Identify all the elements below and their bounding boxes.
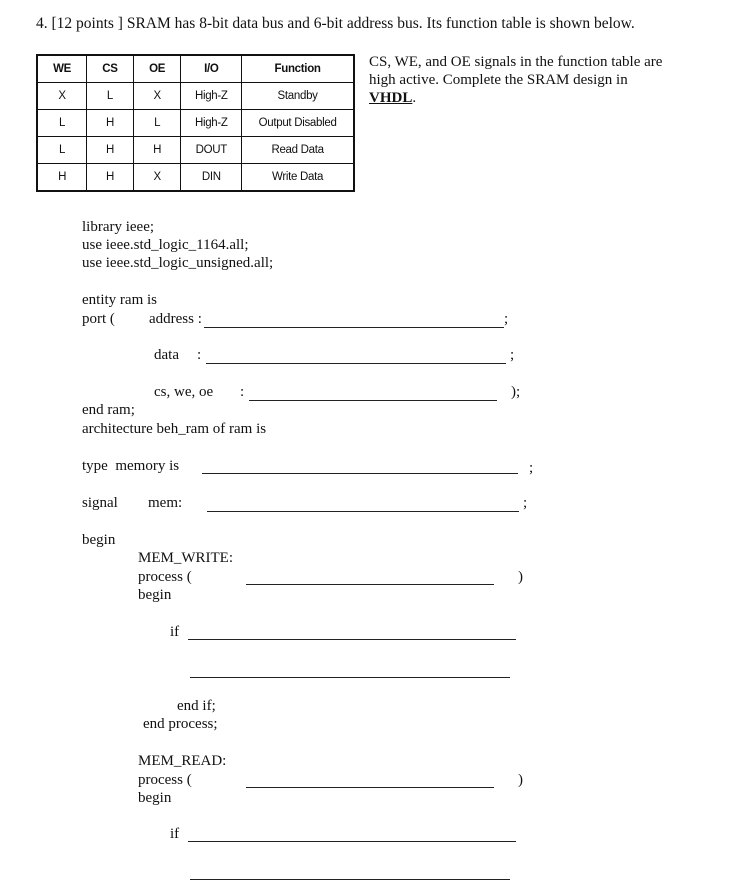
note-line-3 (369, 89, 416, 107)
address-label: address : (149, 311, 202, 327)
table-cell: Read Data (242, 137, 354, 164)
table-row (37, 83, 354, 110)
read-if-keyword: if (170, 826, 180, 842)
begin-keyword: begin (82, 532, 116, 548)
entity-line: entity ram is (82, 292, 157, 308)
use-line-1: use ieee.std_logic_1164.all; (82, 237, 249, 253)
read-begin-keyword: begin (138, 790, 172, 806)
table-cell: DOUT (181, 137, 242, 164)
table-cell: X (37, 83, 87, 110)
cs-we-oe-answer-blank[interactable] (249, 400, 497, 401)
note-line-1: CS, WE, and OE signals in the function table are (369, 54, 663, 70)
write-if-keyword: if (170, 624, 180, 640)
table-row (37, 110, 354, 137)
type-semicolon: ; (529, 460, 534, 476)
write-if-condition-blank[interactable] (188, 639, 516, 640)
read-sensitivity-blank[interactable] (246, 787, 494, 788)
signal-mem-answer-blank[interactable] (207, 511, 519, 512)
table-header-row (37, 55, 354, 83)
vhdl-keyword: VHDL (369, 90, 413, 106)
cs-we-oe-label: cs, we, oe (154, 384, 214, 400)
col-header-we: WE (37, 55, 87, 83)
end-ram-line: end ram; (82, 402, 135, 418)
address-answer-blank[interactable] (204, 327, 504, 328)
write-end-if: end if; (177, 698, 216, 714)
use-line-2: use ieee.std_logic_unsigned.all; (82, 255, 274, 271)
function-table (36, 54, 355, 192)
table-cell: Standby (242, 83, 354, 110)
note-line-2: high active. Complete the SRAM design in (369, 72, 628, 88)
mem-label: mem: (148, 495, 183, 511)
table-cell: H (133, 137, 181, 164)
type-memory-answer-blank[interactable] (202, 473, 518, 474)
table-cell: L (87, 83, 134, 110)
signal-semicolon: ; (523, 495, 528, 511)
table-cell: X (133, 164, 181, 192)
table-cell: H (87, 110, 134, 137)
mem-write-label: MEM_WRITE: (138, 550, 233, 566)
table-row (37, 164, 354, 192)
read-process-open: process ( (138, 772, 192, 788)
table-cell: L (37, 110, 87, 137)
port-close: ); (511, 384, 521, 400)
col-header-function: Function (242, 55, 354, 83)
table-cell: H (37, 164, 87, 192)
col-header-io: I/O (181, 55, 242, 83)
table-cell: L (133, 110, 181, 137)
address-semicolon: ; (504, 311, 509, 327)
data-colon: : (197, 347, 202, 363)
table-cell: High-Z (181, 83, 242, 110)
write-process-open: process ( (138, 569, 192, 585)
table-cell: DIN (181, 164, 242, 192)
table-cell: Write Data (242, 164, 354, 192)
table-cell: X (133, 83, 181, 110)
read-statement-blank[interactable] (190, 879, 510, 880)
data-semicolon: ; (510, 347, 515, 363)
data-label: data (154, 347, 179, 363)
read-if-condition-blank[interactable] (188, 841, 516, 842)
mem-read-label: MEM_READ: (138, 753, 227, 769)
read-process-close: ) (518, 772, 523, 788)
note-period: . (412, 90, 417, 106)
port-keyword: port ( (82, 311, 115, 327)
table-row (37, 137, 354, 164)
table-cell: High-Z (181, 110, 242, 137)
library-line: library ieee; (82, 219, 155, 235)
signal-keyword: signal (82, 495, 118, 511)
type-memory-label: type memory is (82, 458, 180, 474)
write-end-process: end process; (143, 716, 218, 732)
architecture-line: architecture beh_ram of ram is (82, 421, 267, 437)
cs-we-oe-colon: : (240, 384, 245, 400)
table-cell: H (87, 164, 134, 192)
table-cell: H (87, 137, 134, 164)
data-answer-blank[interactable] (206, 363, 506, 364)
question-heading: 4. [12 points ] SRAM has 8-bit data bus and 6-bit address bus. Its function table is shown below. (36, 15, 635, 32)
table-cell: L (37, 137, 87, 164)
write-begin-keyword: begin (138, 587, 172, 603)
write-process-close: ) (518, 569, 523, 585)
col-header-cs: CS (87, 55, 134, 83)
col-header-oe: OE (133, 55, 181, 83)
write-statement-blank[interactable] (190, 677, 510, 678)
table-cell: Output Disabled (242, 110, 354, 137)
write-sensitivity-blank[interactable] (246, 584, 494, 585)
